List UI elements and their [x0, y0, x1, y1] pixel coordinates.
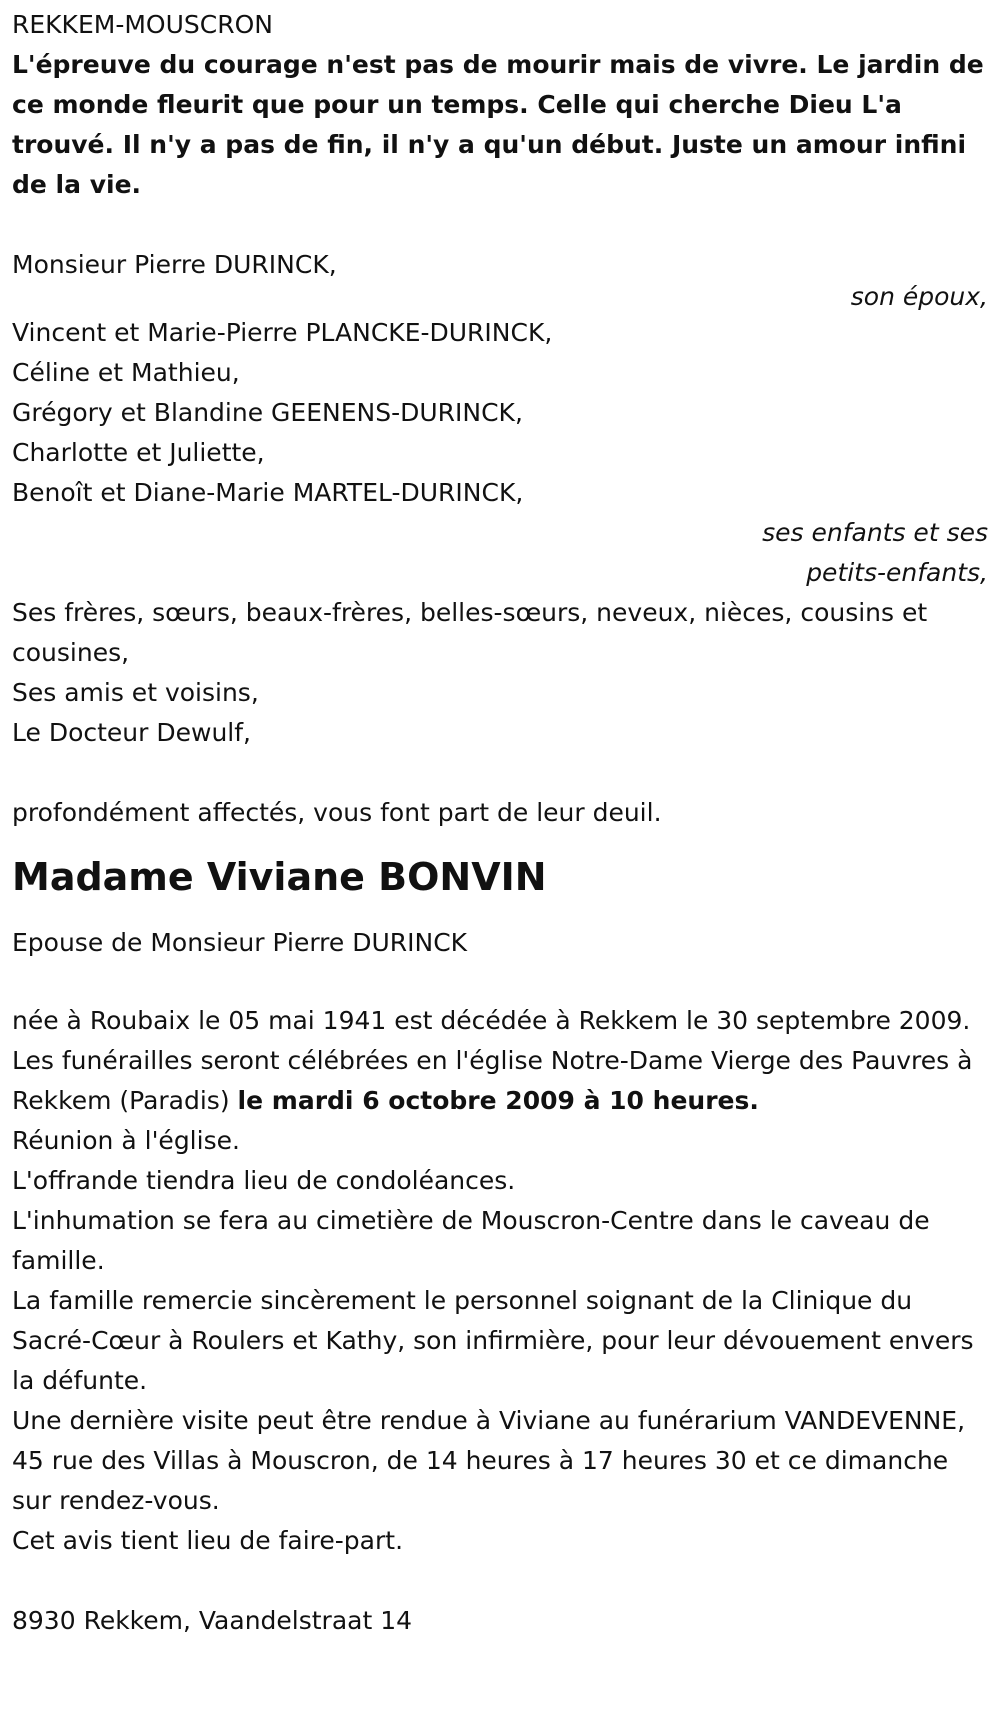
spacer: [12, 205, 988, 245]
funeral-prefix: Les funérailles seront célébrées en l'église Notre-Dame Vierge des Pauvres à Rekkem (Paradis): [12, 1046, 973, 1115]
funeral-date: le mardi 6 octobre 2009 à 10 heures.: [237, 1086, 759, 1115]
deceased-name: Madame Viviane BONVIN: [12, 855, 547, 899]
announcement-line: profondément affectés, vous font part de leur deuil.: [12, 798, 662, 827]
child-line: Vincent et Marie-Pierre PLANCKE-DURINCK,: [12, 318, 553, 347]
child-line: Benoît et Diane-Marie MARTEL-DURINCK,: [12, 478, 524, 507]
spouse-name: Monsieur Pierre DURINCK,: [12, 250, 337, 279]
burial-text: L'inhumation se fera au cimetière de Mouscron-Centre dans le caveau de famille.: [12, 1206, 930, 1275]
birth-death-text: née à Roubaix le 05 mai 1941 est décédée à Rekkem le 30 septembre 2009.: [12, 1006, 971, 1035]
friends-line: Ses amis et voisins,: [12, 678, 259, 707]
spacer: [12, 1561, 988, 1601]
thanks-text: La famille remercie sincèrement le personnel soignant de la Clinique du Sacré-Cœur à Roulers et Kathy, son infirmière, pour leur dévouement envers la défunte.: [12, 1286, 974, 1395]
relatives-line: Ses frères, sœurs, beaux-frères, belles-sœurs, neveux, nièces, cousins et cousines,: [12, 598, 928, 667]
funeral-text: [12, 1041, 988, 1121]
grandchildren-line: Céline et Mathieu,: [12, 358, 240, 387]
deceased-subtitle: Epouse de Monsieur Pierre DURINCK: [12, 928, 468, 957]
address-text: 8930 Rekkem, Vaandelstraat 14: [12, 1606, 413, 1635]
memorial-quote: L'épreuve du courage n'est pas de mourir mais de vivre. Le jardin de ce monde fleurit que pour un temps. Celle qui cherche Dieu L'a trouvé. Il n'y a pas de fin, il n'y a qu'un début. Juste un amour infini de la vie.: [12, 50, 984, 199]
spacer: [12, 963, 988, 1001]
meeting-text: Réunion à l'église.: [12, 1126, 240, 1155]
child-line: Grégory et Blandine GEENENS-DURINCK,: [12, 398, 523, 427]
children-role-line1: ses enfants et ses: [762, 518, 988, 547]
visit-text: Une dernière visite peut être rendue à Viviane au funérarium VANDEVENNE, 45 rue des Villas à Mouscron, de 14 heures à 17 heures 30 et ce dimanche sur rendez-vous.: [12, 1406, 966, 1515]
location-header: REKKEM-MOUSCRON: [12, 10, 273, 39]
notice-text: Cet avis tient lieu de faire-part.: [12, 1526, 404, 1555]
children-role-line2: petits-enfants,: [806, 558, 988, 587]
offering-text: L'offrande tiendra lieu de condoléances.: [12, 1166, 516, 1195]
spouse-role: son époux,: [850, 282, 988, 311]
grandchildren-line: Charlotte et Juliette,: [12, 438, 265, 467]
spacer: [12, 753, 988, 793]
doctor-line: Le Docteur Dewulf,: [12, 718, 251, 747]
